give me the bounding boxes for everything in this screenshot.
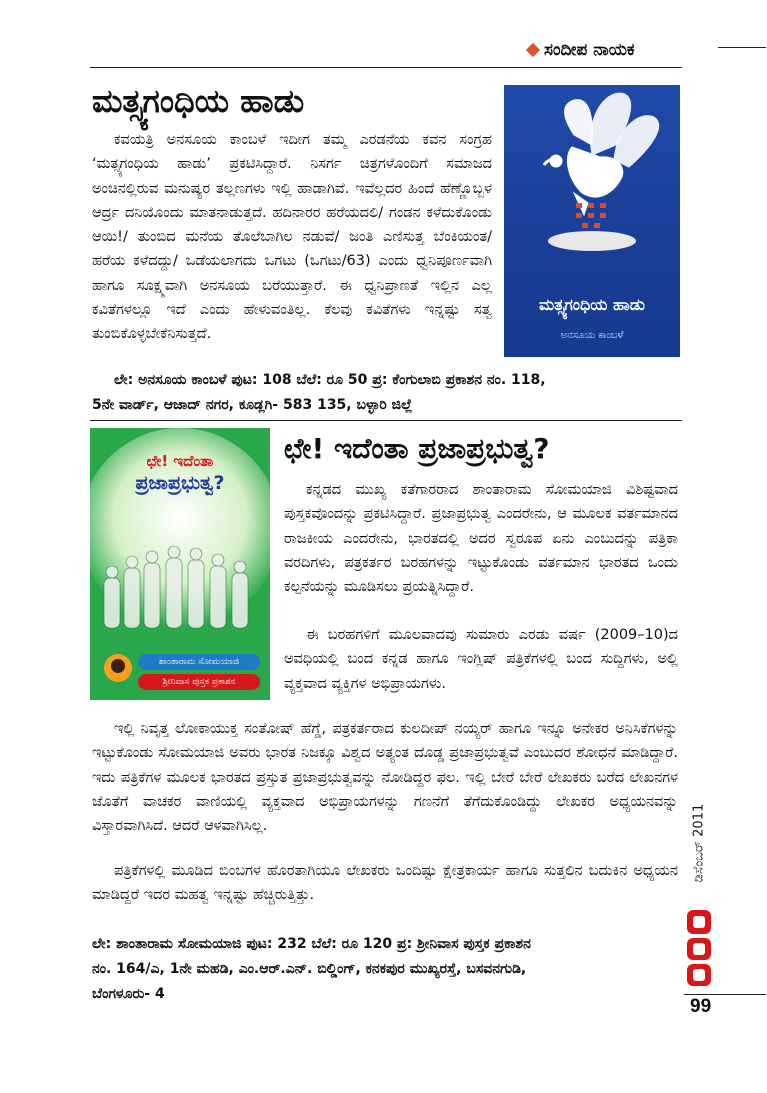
article1-body: ಕವಯತ್ರಿ ಅನಸೂಯ ಕಾಂಬಳೆ ಇದೀಗ ತಮ್ಮ ಎರಡನೆಯ ಕವನ ಸಂಗ್ರಹ ‘ಮತ್ಸ್ಯಗಂಧಿಯ ಹಾಡು’ ಪ್ರಕಟಿಸಿದ್ದಾರೆ. ನಿಸರ್ಗ ಚಿತ್ರಗಳೊಂದಿಗೆ ಸಮಾಜದ ಅಂಚಿನಲ್ಲಿರುವ ಮನುಷ್ಯರ ತಲ್ಲಣಗಳು ಇಲ್ಲಿ ಹಾಡಾಗಿವೆ. ಇವೆಲ್ಲದರ ಹಿಂದೆ ಹೆಣ್ಣೊಬ್ಬಳ ಆರ್ದ್ರ ದನಿಯೊಂದು ಮಾತನಾಡುತ್ತದೆ. ಹದಿನಾರರ ಹರೆಯದಲಿ/ ಗಂಡನ ಕಳೆದುಕೊಂಡು ಆಯಿ!/ ತುಂಬಿದ ಮನೆಯ ತೊಲೆಬಾಗಿಲ ನಡುವೆ/ ಜಂತಿ ಎಣಿಸುತ್ತ ಬೆಂಕಿಯಂತ/ ಹರೆಯ ಕಳೆದದ್ದು/ ಒಡೆಯಲಾಗದು ಒಗಟು (ಒಗಟು/63) ಎಂದು ಧ್ವನಿಪೂರ್ಣವಾಗಿ ಹಾಗೂ ಸೂಕ್ಷ್ಮವಾಗಿ ಅನಸೂಯ ಬರೆಯುತ್ತಾರೆ. ಈ ಧ್ವನಿಪ್ರಾಣತೆ ಇಲ್ಲಿನ ಎಲ್ಲ ಕವಿತೆಗಳಲ್ಲೂ ಇದೆ ಎಂದು ಹೇಳುವಂತಿಲ್ಲ. ಕೆಲವು ಕವಿತೆಗಳು ಇನ್ನಷ್ಟು ಸತ್ವ ತುಂಬಿಕೊಳ್ಳಬೇಕೆನಿಸುತ್ತದೆ. <box>92 132 492 343</box>
article2-para2: ಈ ಬರಹಗಳಿಗೆ ಮೂಲವಾದವು ಸುಮಾರು ಎರಡು ವರ್ಷ (2009–10)ದ ಅವಧಿಯಲ್ಲಿ ಬಂದ ಕನ್ನಡ ಹಾಗೂ ಇಂಗ್ಲಿಷ್ ಪತ್ರಿಕೆಗಳಲ್ಲಿ ಬಂದ ಸುದ್ದಿಗಳು, ಅಲ್ಲಿ ವ್ಯಕ್ತವಾದ ವ್ಯಕ್ತಿಗಳ ಅಭಿಪ್ರಾಯಗಳು. <box>284 627 678 692</box>
book-cover-matsyagandhi <box>504 85 680 357</box>
magazine-name <box>714 908 715 909</box>
section-divider <box>90 420 682 421</box>
author-tag <box>528 40 635 60</box>
issue-month-text: ಡಿಸೆಂಬರ್ 2011 <box>691 803 707 883</box>
header-rule-right <box>718 47 766 48</box>
article2-meta-line2: ನಂ. 164/ಎ, 1ನೇ ಮಹಡಿ, ಎಂ.ಆರ್.ಎನ್. ಬಿಲ್ಡಿಂಗ್, ಕನಕಪುರ ಮುಖ್ಯರಸ್ತೆ, ಬಸವನಗುಡಿ, <box>92 961 527 977</box>
magazine-logo <box>684 908 714 992</box>
cover1-title: ಮತ್ಸ್ಯಗಂಧಿಯ ಹಾಡು <box>538 295 646 314</box>
cover2-line1: ಛೇ! ಇದೆಂತಾ <box>146 452 214 470</box>
cover2-line2: ಪ್ರಜಾಪ್ರಭುತ್ವ? <box>135 472 225 494</box>
article2-para3: ಇಲ್ಲಿ ನಿವೃತ್ತ ಲೋಕಾಯುಕ್ತ ಸಂತೋಷ್ ಹೆಗ್ಡೆ, ಪತ್ರಕರ್ತರಾದ ಕುಲದೀಪ್ ನಯ್ಯರ್ ಹಾಗೂ ಇನ್ನೂ ಅನೇಕರ ಅನಿಸಿಕೆಗಳನ್ನು ಇಟ್ಟುಕೊಂಡು ಸೋಮಯಾಜಿ ಅವರು ಭಾರತ ನಿಜಕ್ಕೂ ವಿಶ್ವದ ಅತ್ಯಂತ ದೊಡ್ಡ ಪ್ರಜಾಪ್ರಭುತ್ವವೆ ಎಂಬುದರ ಶೋಧನೆ ಮಾಡಿದ್ದಾರೆ. ಇದು ಪತ್ರಿಕೆಗಳ ಮೂಲಕ ಭಾರತದ ಪ್ರಸ್ತುತ ಪ್ರಜಾಪ್ರಭುತ್ವವನ್ನು ನೋಡಿದ್ದರ ಫಲ. ಇಲ್ಲಿ ಬೇರೆ ಬೇರೆ ಲೇಖಕರು ಬರೆದ ಲೇಖನಗಳ ಜೊತೆಗೆ ವಾಚಕರ ವಾಣಿಯಲ್ಲಿ ವ್ಯಕ್ತವಾದ ಅಭಿಪ್ರಾಯಗಳನ್ನು ಗಣನೆಗೆ ತೆಗೆದುಕೊಂಡಿದ್ದು ಲೇಖಕರ ಅಧ್ಯಯನವನ್ನು ವಿಸ್ತಾರವಾಗಿಸಿದೆ. ಆದರೆ ಆಳವಾಗಿಸಿಲ್ಲ. <box>92 721 678 835</box>
cover2-publisher-band: ಶ್ರೀನಿವಾಸ ಪುಸ್ತಕ ಪ್ರಕಾಶನ <box>138 674 260 690</box>
article1-meta-line1: ಲೇ: ಅನಸೂಯ ಕಾಂಬಳೆ ಪುಟ: 108 ಬೆಲೆ: ರೂ 50 ಪ್ರ: ಕೆಂಗುಲಾಬಿ ಪ್ರಕಾಶನ ನಂ. 118, <box>114 372 546 388</box>
article2-para1: ಕನ್ನಡದ ಮುಖ್ಯ ಕತೆಗಾರರಾದ ಶಾಂತಾರಾಮ ಸೋಮಯಾಜಿ ವಿಶಿಷ್ಟವಾದ ಪುಸ್ತಕವೊಂದನ್ನು ಪ್ರಕಟಿಸಿದ್ದಾರೆ. ಪ್ರಜಾಪ್ರಭುತ್ವ ಎಂದರೇನು, ಆ ಮೂಲಕ ವರ್ತಮಾನದ ರಾಜಕೀಯ ಎಂದರೇನು, ಭಾರತದಲ್ಲಿ ಅದರ ಸ್ವರೂಪ ಏನು ಎಂಬುದನ್ನು ಪತ್ರಿಕಾ ವರದಿಗಳು, ಪತ್ರಕರ್ತರ ಬರಹಗಳನ್ನು ಇಟ್ಟುಕೊಂಡು ವರ್ತಮಾನ ಭಾರತದ ಒಂದು ಕಲ್ಪನೆಯನ್ನು ಮೂಡಿಸಲು ಪ್ರಯತ್ನಿಸಿದ್ದಾರೆ. <box>284 482 678 596</box>
article2-meta-line3: ಬೆಂಗಳೂರು- 4 <box>92 986 165 1002</box>
issue-month <box>689 784 709 902</box>
header-rule <box>90 67 682 68</box>
magazine-logo-mark <box>684 908 714 988</box>
article2-title: ಛೇ! ಇದೆಂತಾ ಪ್ರಜಾಪ್ರಭುತ್ವ? <box>284 432 550 465</box>
article1-meta-line2: 5ನೇ ವಾರ್ಡ್, ಆಜಾದ್ ನಗರ, ಕೂಡ್ಲಗಿ- 583 135, ಬಳ್ಳಾರಿ ಜಿಲ್ಲೆ <box>92 397 413 413</box>
author-tag-text: ಸಂದೀಪ ನಾಯಕ <box>544 40 635 60</box>
article2-meta-line1: ಲೇ: ಶಾಂತಾರಾಮ ಸೋಮಯಾಜಿ ಪುಟ: 232 ಬೆಲೆ: ರೂ 120 ಪ್ರ: ಶ್ರೀನಿವಾಸ ಪುಸ್ತಕ ಪ್ರಕಾಶನ <box>92 936 531 952</box>
cover2-author-band: ಶಾಂತಾರಾಮ ಸೋಮಯಾಜಿ <box>138 654 260 670</box>
article1-title: ಮತ್ಸ್ಯಗಂಧಿಯ ಹಾಡು <box>92 82 305 120</box>
cover1-author: ಅನಸೂಯ ಕಾಂಬಳೆ <box>560 330 624 341</box>
diamond-icon <box>526 43 540 57</box>
dove-illustration <box>504 85 680 357</box>
article2-para4: ಪತ್ರಿಕೆಗಳಲ್ಲಿ ಮೂಡಿದ ಬಿಂಬಗಳ ಹೊರತಾಗಿಯೂ ಲೇಖಕರು ಒಂದಿಷ್ಟು ಕ್ಷೇತ್ರಕಾರ್ಯ ಹಾಗೂ ಸುತ್ತಲಿನ ಬದುಕಿನ ಅಧ್ಯಯನ ಮಾಡಿದ್ದರೆ ಇದರ ಮಹತ್ವ ಇನ್ನಷ್ಟು ಹೆಚ್ಚಿರುತ್ತಿತ್ತು. <box>92 863 678 904</box>
book-cover-prajaprabhutva <box>90 428 270 700</box>
footer-rule <box>684 994 766 995</box>
page-number: 99 <box>690 996 712 1017</box>
